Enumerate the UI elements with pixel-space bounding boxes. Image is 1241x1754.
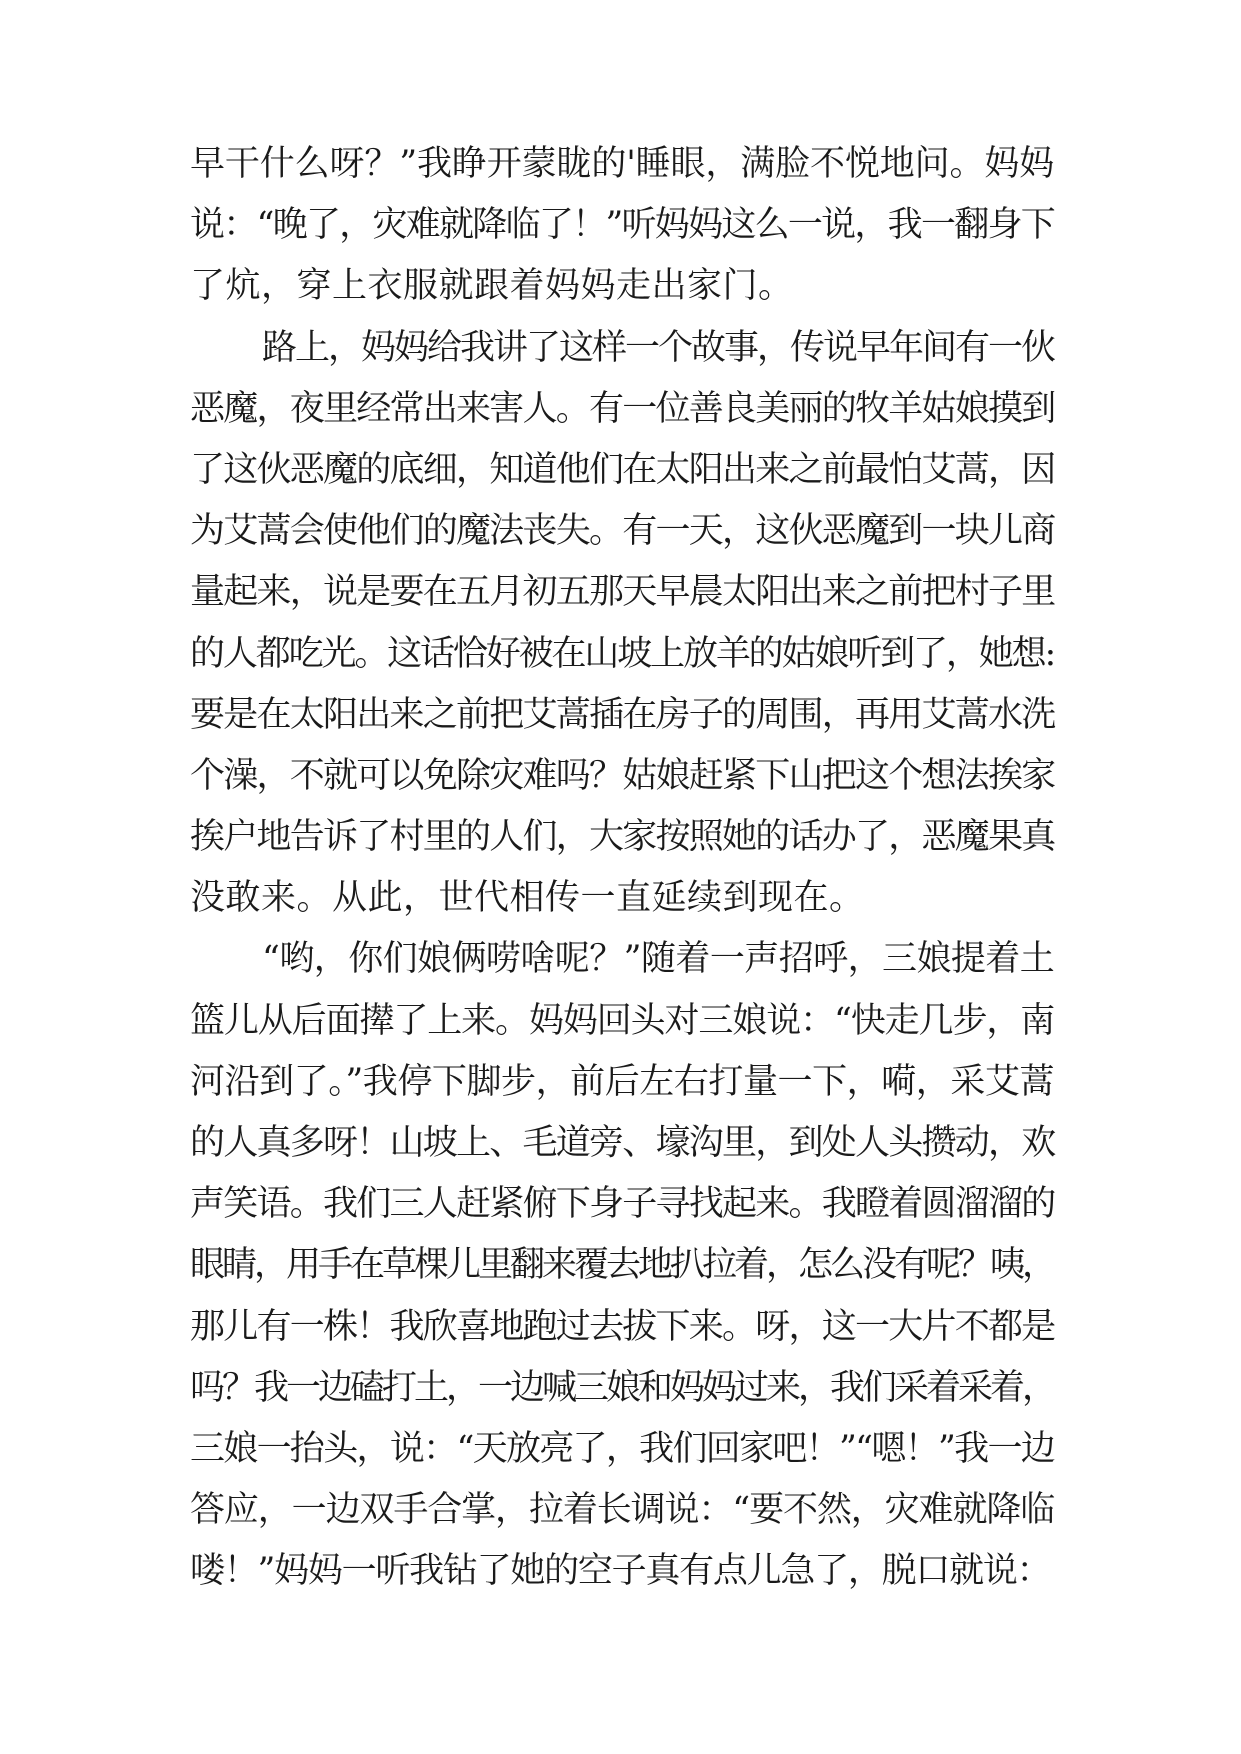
text-line: 路上，妈妈给我讲了这样一个故事，传说早年间有一伙 [262,327,1055,368]
text-line: 答应，一边双手合掌，拉着长调说：“要不然，灾难就降临 [190,1490,1054,1531]
text-line: 没敢来。从此，世代相传一直延续到现在。 [190,878,865,919]
text-line: 眼睛，用手在草棵儿里翻来覆去地扒拉着，怎么没有呢？咦， [190,1245,1055,1286]
text-line: 要是在太阳出来之前把艾蒿插在房子的周围，再用艾蒿水洗 [190,694,1055,735]
paragraph-1 [190,134,1054,318]
text-line: 篮儿从后面撵了上来。妈妈回头对三娘说：“快走几步，南 [190,1000,1054,1041]
text-line: 量起来，说是要在五月初五那天早晨太阳出来之前把村子里 [190,572,1055,613]
text-line: 了这伙恶魔的底细，知道他们在太阳出来之前最怕艾蒿，因 [190,449,1055,490]
text-line: 了炕，穿上衣服就跟着妈妈走出家门。 [190,266,794,307]
document-body [190,134,1054,1603]
text-line: 恶魔，夜里经常出来害人。有一位善良美丽的牧羊姑娘摸到 [190,388,1055,429]
text-line: 说：“晚了，灾难就降临了！”听妈妈这么一说，我一翻身下 [190,205,1054,246]
text-line: 河沿到了。”我停下脚步，前后左右打量一下，嗬，采艾蒿 [190,1061,1054,1102]
text-line: 声笑语。我们三人赶紧俯下身子寻找起来。我瞪着圆溜溜的 [190,1184,1055,1225]
text-line: 三娘一抬头，说：“天放亮了，我们回家吧！”“嗯！”我一边 [190,1428,1054,1469]
text-line: “哟，你们娘俩唠啥呢？”随着一声招呼，三娘提着土 [262,939,1054,980]
text-line: 吗？我一边磕打土，一边喊三娘和妈妈过来，我们采着采着， [190,1367,1055,1408]
text-line: 的人都吃光。这话恰好被在山坡上放羊的姑娘听到了，她想: [190,633,1054,674]
paragraph-3 [190,929,1054,1602]
text-line: 为艾蒿会使他们的魔法丧失。有一天，这伙恶魔到一块儿商 [190,511,1055,552]
text-line: 早干什么呀？”我睁开蒙眬的'睡眼，满脸不悦地问。妈妈 [190,144,1054,184]
text-line: 的人真多呀！山坡上、毛道旁、壕沟里，到处人头攒动，欢 [190,1123,1055,1163]
paragraph-2 [190,318,1054,930]
text-line: 那儿有一株！我欣喜地跑过去拔下来。呀，这一大片不都是 [190,1306,1055,1347]
text-line: 喽！”妈妈一听我钻了她的空子真有点儿急了，脱口就说： [190,1551,1051,1592]
text-line: 挨户地告诉了村里的人们，大家按照她的话办了，恶魔果真 [190,817,1055,858]
text-line: 个澡，不就可以免除灾难吗？姑娘赶紧下山把这个想法挨家 [190,755,1055,796]
